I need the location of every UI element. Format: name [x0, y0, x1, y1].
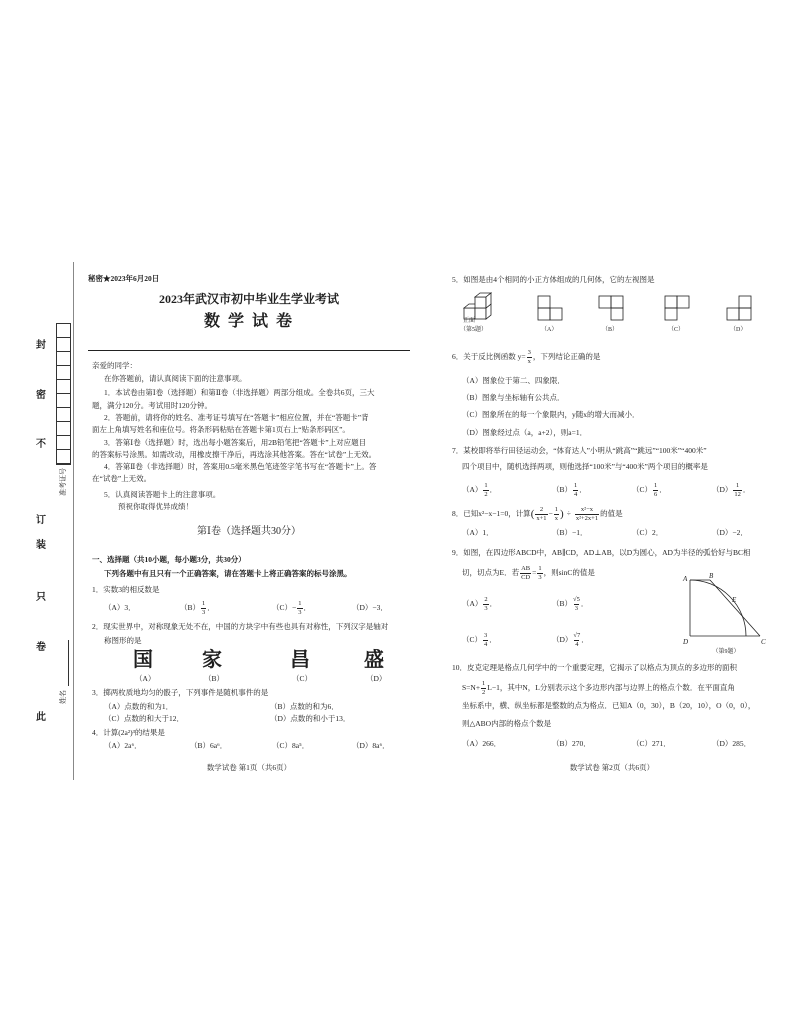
q10-option-a: （A）266．: [462, 739, 502, 748]
numerator: 2: [539, 506, 544, 513]
point-c-label: C: [761, 638, 766, 646]
option-label: （B）: [180, 603, 201, 612]
stem-text: ，下列结论正确的是: [532, 352, 601, 361]
stem-text: 6．关于反比例函数 y=: [452, 352, 526, 361]
q7-option-d: [712, 481, 750, 499]
option-suffix: ．: [579, 485, 587, 494]
numerator: x²−x: [580, 506, 594, 513]
numerator: 1: [538, 565, 542, 572]
q10-option-d: （D）285．: [712, 739, 752, 748]
stem-text: ，则sinC的值是: [543, 568, 595, 577]
fraction: [573, 482, 578, 498]
point-e-label: E: [732, 596, 737, 604]
notice-line: 2．答题前，请将你的姓名、准考证号填写在“答题卡”相应位置，并在“答题卡”背: [104, 413, 369, 422]
q6-option-a: （A）图象位于第二、四象限．: [462, 376, 565, 385]
seal-char: 装: [36, 540, 46, 551]
q1-option-c: [272, 599, 311, 617]
q10-option-c: （C）271．: [632, 739, 671, 748]
denominator: 3: [538, 573, 542, 581]
option-suffix: ．: [207, 603, 215, 612]
denominator: 6: [654, 490, 658, 498]
divide-sign: ÷: [566, 509, 571, 518]
notice-line: 在“试卷”上无效。: [92, 474, 152, 483]
denominator: 3: [298, 608, 302, 616]
q3-option-d: （D）点数的和小于13．: [270, 714, 351, 723]
option-suffix: ．: [489, 635, 497, 644]
numerator: √5: [573, 596, 580, 603]
name-label: 姓名: [59, 690, 67, 704]
notice-line: 1．本试卷由第Ⅰ卷（选择题）和第Ⅱ卷（非选择题）两部分组成。全卷共6页，三大: [104, 388, 375, 397]
option-label: （B）: [204, 674, 225, 683]
seal-char: 卷: [36, 642, 46, 653]
fraction: [554, 506, 559, 522]
point-a-label: A: [683, 575, 688, 583]
q3-option-c: （C）点数的和大于12．: [104, 714, 185, 723]
fraction: [573, 596, 580, 612]
q6-option-b: （B）图象与坐标轴有公共点．: [462, 393, 565, 402]
fraction: [483, 596, 488, 612]
seal-char: 订: [36, 515, 46, 526]
seal-char: 此: [36, 712, 46, 723]
q7-option-a: [462, 481, 497, 499]
q1-option-a: [104, 599, 136, 617]
q4-option-c: （C）8a⁵．: [272, 741, 310, 750]
numerator: 3: [484, 632, 488, 639]
option-label: （C）: [632, 485, 653, 494]
section-instruction: 下列各题中有且只有一个正确答案，请在答题卡上将正确答案的标号涂黑。: [104, 569, 352, 578]
name-line: [68, 640, 69, 686]
q3-option-a: （A）点数的和为1．: [104, 702, 174, 711]
seal-char: 不: [36, 439, 46, 450]
fraction: [573, 632, 580, 648]
denominator: 2: [484, 490, 488, 498]
q9-option-a: [462, 595, 497, 613]
numerator: 1: [554, 506, 559, 513]
option-text: −3．: [372, 603, 388, 612]
fraction: [483, 482, 488, 498]
option-label: （A）: [135, 674, 156, 683]
numerator: 1: [736, 482, 740, 489]
option-suffix: ．: [659, 485, 667, 494]
option-label: （D）: [730, 327, 747, 333]
option-label: （A）: [462, 485, 483, 494]
q2-character-a: 国: [133, 647, 153, 671]
notice-line: 5．认真阅读答题卡上的注意事项。: [104, 490, 221, 499]
option-suffix: ．: [303, 603, 311, 612]
option-label: （C）: [668, 327, 685, 333]
fraction: [520, 565, 531, 581]
question-stem: 3．掷两枚质地均匀的骰子，下列事件是随机事件的是: [92, 688, 269, 697]
question-stem: 2．现实世界中，对称现象无处不在，中国的方块字中有些也具有对称性，下列汉字是轴对: [92, 622, 389, 631]
fraction: [481, 680, 486, 696]
q8-option-c: （C）2．: [632, 528, 664, 537]
option-suffix: ．: [742, 485, 751, 494]
numerator: 1: [298, 600, 302, 607]
option-label: （B）: [552, 599, 573, 608]
exam-title: 2023年武汉市初中毕业生学业考试: [158, 292, 339, 306]
point-b-label: B: [709, 572, 714, 580]
q10-option-b: （B）270．: [552, 739, 591, 748]
denominator: CD: [521, 573, 531, 581]
option-suffix: ．: [581, 635, 589, 644]
denominator: x²+2x+1: [575, 514, 599, 522]
q4-option-b: （B）6a⁶．: [190, 741, 228, 750]
option-label: （A）: [104, 603, 125, 612]
fraction: [733, 482, 742, 498]
q5-front-label: 正面: [463, 318, 476, 324]
q8-option-b: （B）−1．: [552, 528, 588, 537]
option-label: （B）: [552, 485, 573, 494]
q1-option-b: [180, 599, 215, 617]
q2-character-b: 家: [202, 647, 222, 671]
q1-option-d: [352, 599, 388, 617]
question-stem: 坐标系中，横、纵坐标都是整数的点为格点．已知A（0，30），B（20，10），O（0，0），: [462, 701, 756, 710]
denominator: 3: [574, 604, 579, 612]
question-stem: [462, 564, 595, 582]
q5-option-b-figure: [598, 295, 624, 321]
exam-number-label: 准考证号: [59, 468, 67, 496]
fraction: [653, 482, 658, 498]
numerator: √7: [573, 632, 581, 639]
option-label: （D）: [366, 674, 387, 683]
denominator: 4: [484, 640, 488, 648]
notice-line: 预祝你取得优异成绩！: [118, 502, 193, 511]
denominator: x: [554, 514, 559, 522]
fraction: [575, 506, 599, 522]
question-stem: [452, 348, 600, 366]
denominator: 3: [202, 608, 206, 616]
q9-quadrilateral-figure: [680, 572, 772, 656]
option-suffix: ．: [489, 485, 498, 494]
option-suffix: ．: [489, 599, 498, 608]
stem-text: 的值是: [600, 509, 623, 518]
notice-line: 亲爱的同学：: [92, 361, 137, 370]
q9-option-b: [552, 595, 588, 613]
subject-title: 数 学 试 卷: [203, 313, 294, 330]
denominator: 4: [574, 490, 578, 498]
numerator: 1: [484, 482, 488, 489]
numerator: 1: [482, 680, 486, 687]
question-stem: 10．皮克定理是格点几何学中的一个重要定理，它揭示了以格点为顶点的多边形的面积: [452, 663, 737, 672]
option-label: （A）: [541, 327, 558, 333]
denominator: 12: [734, 490, 741, 498]
stem-text: 切，切点为E．若: [462, 568, 520, 577]
option-label: （D）: [352, 603, 373, 612]
option-label: （D）: [552, 635, 573, 644]
q4-option-a: （A）2a⁶．: [104, 741, 142, 750]
question-stem: 9．如图，在四边形ABCD中，AB∥CD，AD⊥AB，以D为圆心，AD为半径的弧恰好与BC相: [452, 548, 751, 557]
notice-line: 3．答第Ⅰ卷（选择题）时，选出每小题答案后，用2B铅笔把“答题卡”上对应题目: [104, 438, 367, 447]
numerator: AB: [521, 565, 531, 572]
question-stem: 则△ABO内部的格点个数是: [462, 719, 552, 728]
title-rule: [88, 350, 410, 351]
q4-option-d: （D）8a⁶．: [352, 741, 390, 750]
option-prefix: −: [292, 603, 297, 612]
option-label: （A）: [462, 599, 483, 608]
q5-caption: （第5题）: [460, 327, 488, 333]
q6-option-c: （C）图象所在的每一个象限内，y随x的增大而减小．: [462, 410, 640, 419]
question-stem: [462, 679, 735, 697]
q6-option-d: （D）图象经过点（a，a+2），则a=1．: [462, 428, 588, 437]
page-footer: 数学试卷 第1页（共6页）: [206, 763, 292, 772]
numerator: 1: [654, 482, 658, 489]
question-stem: 称图形的是: [104, 636, 142, 645]
fraction: [201, 600, 206, 616]
option-label: （B）: [602, 327, 619, 333]
minus-sign: −: [548, 509, 553, 518]
q2-character-d: 盛: [364, 647, 384, 671]
left-paren: (: [530, 508, 535, 520]
q8-option-d: （D）−2．: [712, 528, 748, 537]
q7-option-b: [552, 481, 587, 499]
seal-char: 只: [36, 592, 46, 603]
numerator: 1: [202, 600, 206, 607]
option-label: （C）: [272, 603, 293, 612]
q5-option-c-figure: [664, 295, 690, 321]
option-label: （C）: [292, 674, 313, 683]
fraction: [537, 565, 542, 581]
part-title: 第Ⅰ卷（选择题共30分）: [197, 526, 301, 537]
q8-option-a: （A）1．: [462, 528, 494, 537]
q5-solid-figure: [462, 288, 494, 320]
page-footer: 数学试卷 第2页（共6页）: [569, 763, 655, 772]
denominator: x+1: [536, 514, 547, 522]
segment-bc: [710, 580, 760, 636]
secret-mark: 秘密★2023年6月20日: [88, 274, 160, 283]
numerator: 3: [527, 349, 531, 356]
fraction: [483, 632, 488, 648]
notice-line: 题，满分120分。考试用时120分钟。: [92, 401, 212, 410]
option-suffix: ．: [580, 599, 589, 608]
q9-option-c: [462, 631, 497, 649]
q5-option-d-figure: [726, 295, 752, 321]
denominator: 3: [484, 604, 488, 612]
option-label: （D）: [712, 485, 733, 494]
section-heading: 一、选择题（共10小题，每小题3分，共30分）: [92, 555, 246, 564]
numerator: 1: [574, 482, 578, 489]
q7-option-c: [632, 481, 667, 499]
q9-caption: （第9题）: [712, 649, 740, 655]
question-stem: 7．某校即将举行田径运动会，“体育达人”小明从“跳高”“跳远”“100米”“400米”: [452, 446, 707, 455]
denominator: 2: [482, 688, 486, 696]
notice-line: 4．答第Ⅱ卷（非选择题）时，答案用0.5毫米黑色笔迹签字笔书写在“答题卡”上。答: [104, 462, 377, 471]
q2-character-c: 昌: [290, 647, 310, 671]
exam-number-boxes: [56, 323, 71, 465]
numerator: 2: [484, 596, 488, 603]
question-stem: 5．如图是由4个相同的小正方体组成的几何体，它的左视图是: [452, 275, 655, 284]
notice-line: 面左上角填写姓名和座位号。将条形码粘贴在答题卡第1页右上“贴条形码区”。: [92, 425, 350, 434]
equals-sign: =: [532, 568, 537, 577]
question-stem: 1．实数3的相反数是: [92, 585, 160, 594]
stem-text: 8．已知x²−x−1=0，计算: [452, 509, 531, 518]
question-stem: [452, 505, 623, 523]
q3-option-b: （B）点数的和为6．: [270, 702, 339, 711]
q5-option-a-figure: [537, 295, 563, 321]
denominator: x: [527, 357, 531, 365]
fraction: [535, 506, 547, 522]
question-stem: 4．计算(2a²)³的结果是: [92, 728, 165, 737]
question-stem: 四个项目中，随机选择两项，则他选择“100米”与“400米”两个项目的概率是: [462, 462, 708, 471]
fraction: [527, 349, 532, 365]
q9-option-d: [552, 631, 589, 649]
notice-line: 的答案标号涂黑。如需改动，用橡皮擦干净后，再选涂其他答案。答在“试卷”上无效。: [92, 450, 377, 459]
stem-text: S=N+: [462, 683, 481, 692]
seal-char: 密: [36, 390, 46, 401]
seal-char: 封: [36, 340, 46, 351]
notice-line: 在你答题前，请认真阅读下面的注意事项。: [104, 374, 247, 383]
right-paren: ): [560, 508, 564, 520]
fraction: [297, 600, 302, 616]
option-text: 3．: [124, 603, 136, 612]
stem-text: L−1，其中N，L分别表示这个多边形内部与边界上的格点个数．在平面直角: [487, 683, 735, 692]
denominator: 4: [575, 640, 579, 648]
point-d-label: D: [683, 638, 689, 646]
binding-divider: [73, 262, 74, 780]
option-label: （C）: [462, 635, 483, 644]
